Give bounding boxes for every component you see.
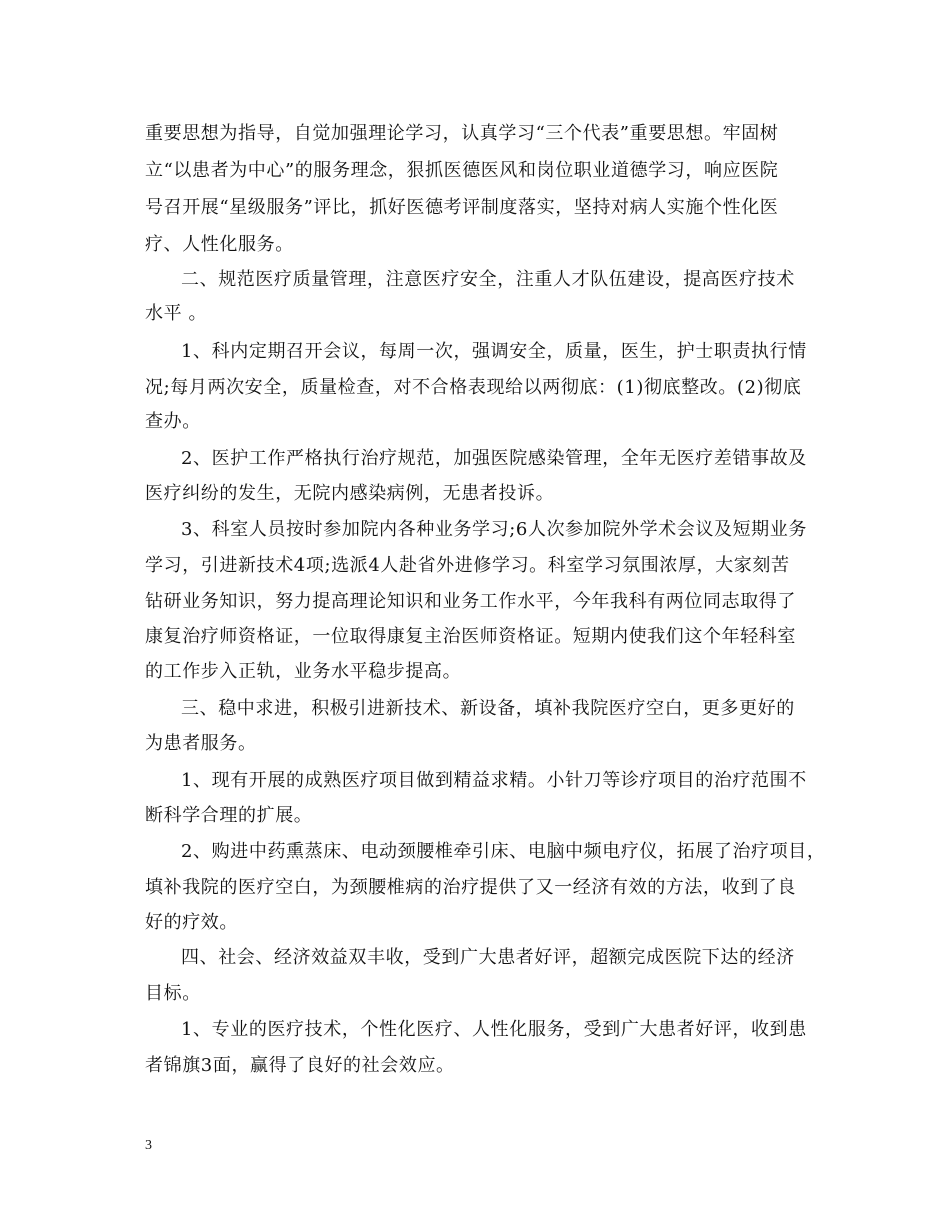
text-line: 2、购进中药熏蒸床、电动颈腰椎牵引床、电脑中频电疗仪，拓展了治疗项目， [181,841,826,862]
text-line: 的工作步入正轨，业务水平稳步提高。 [145,661,462,682]
text-line: 断科学合理的扩展。 [145,805,313,826]
section-heading-cont: 为患者服务。 [145,733,257,754]
text-line: 填补我院的医疗空白，为颈腰椎病的治疗提供了又一经济有效的方法，收到了良 [145,877,796,898]
text-line: 好的疗效。 [145,912,238,933]
text-line: 钻研业务知识，努力提高理论知识和业务工作水平，今年我科有两位同志取得了 [145,591,796,612]
text-line: 查办。 [145,411,201,432]
text-line: 2、医护工作严格执行治疗规范，加强医院感染管理，全年无医疗差错事故及 [181,448,807,469]
section-heading: 二、规范医疗质量管理，注意医疗安全，注重人才队伍建设，提高医疗技术 [181,269,795,290]
section-heading: 三、稳中求进，积极引进新技术、新设备，填补我院医疗空白，更多更好的 [181,698,795,719]
text-line: 疗、人性化服务。 [145,234,294,255]
text-line: 学习，引进新技术4项;选派4人赴省外进修学习。科室学习氛围浓厚，大家刻苦 [145,555,790,576]
text-line: 医疗纠纷的发生，无院内感染病例，无患者投诉。 [145,483,555,504]
text-line: 康复治疗师资格证，一位取得康复主治医师资格证。短期内使我们这个年轻科室 [145,626,796,647]
text-line: 1、专业的医疗技术，个性化医疗、人性化服务，受到广大患者好评，收到患 [181,1019,807,1040]
section-heading-cont: 目标。 [145,983,201,1004]
page-number: 3 [145,1138,152,1153]
text-line: 重要思想为指导，自觉加强理论学习，认真学习“三个代表”重要思想。牢固树 [145,123,779,144]
text-line: 者锦旗3面，赢得了良好的社会效应。 [145,1055,455,1076]
text-line: 1、科内定期召开会议，每周一次，强调安全，质量，医生，护士职责执行情 [181,341,807,362]
section-heading: 四、社会、经济效益双丰收，受到广大患者好评，超额完成医院下达的经济 [181,947,795,968]
section-heading-cont: 水平 。 [145,303,208,324]
text-line: 号召开展“星级服务”评比，抓好医德考评制度落实，坚持对病人实施个性化医 [145,197,779,218]
text-line: 立“以患者为中心”的服务理念，狠抓医德医风和岗位职业道德学习，响应医院 [145,160,779,181]
text-line: 1、现有开展的成熟医疗项目做到精益求精。小针刀等诊疗项目的治疗范围不 [181,770,807,791]
text-line: 3、科室人员按时参加院内各种业务学习;6人次参加院外学术会议及短期业务 [181,519,807,540]
text-line: 况;每月两次安全，质量检查，对不合格表现给以两彻底：(1)彻底整改。(2)彻底 [145,377,802,398]
